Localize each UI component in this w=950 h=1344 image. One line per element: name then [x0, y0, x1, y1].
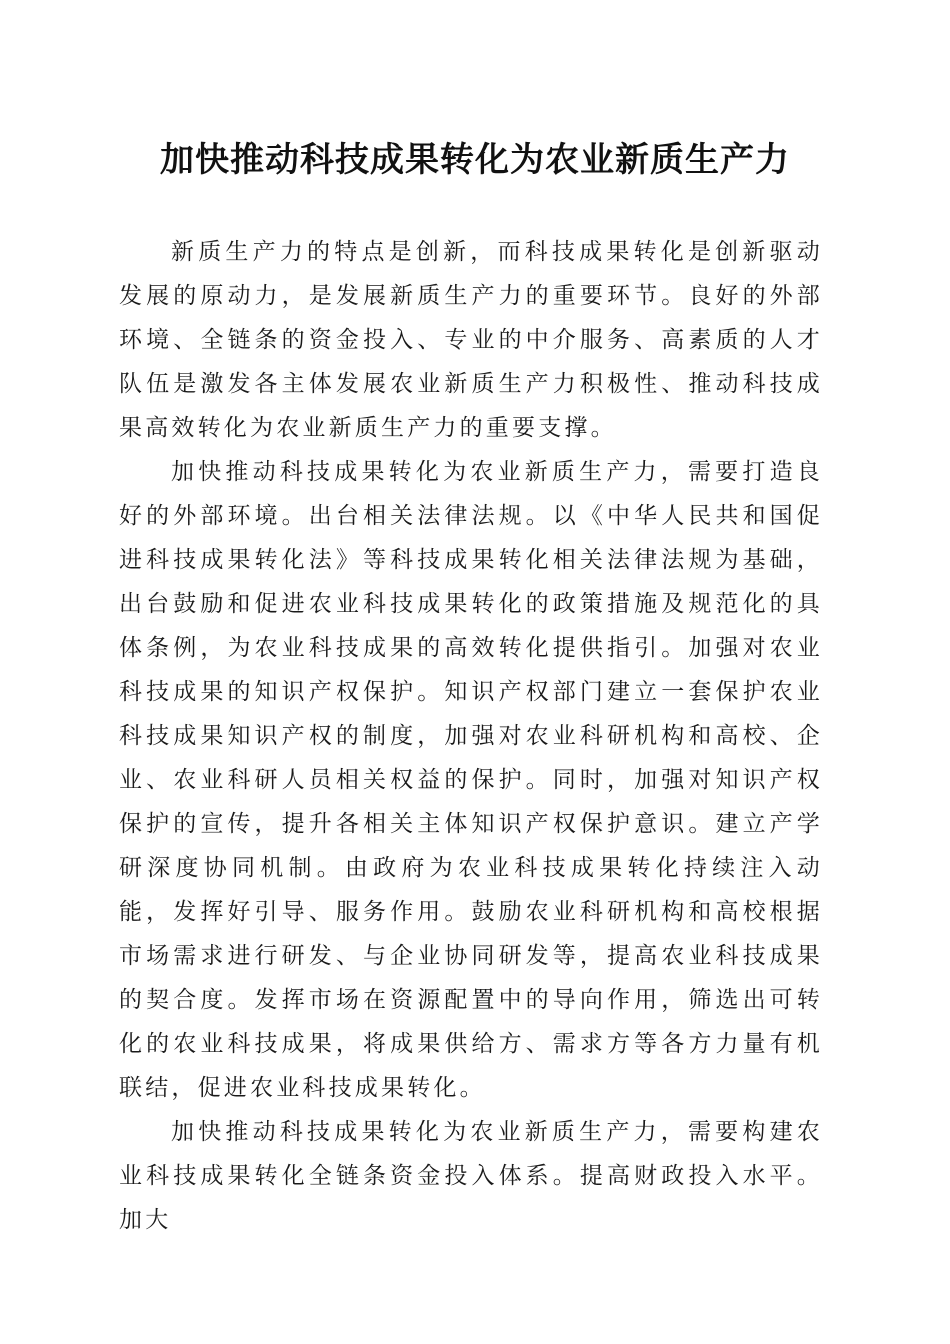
paragraph: 新质生产力的特点是创新，而科技成果转化是创新驱动发展的原动力，是发展新质生产力的重要环节。良好的外部环境、全链条的资金投入、专业的中介服务、高素质的人才队伍是激发各主体发展农业新质生产力积极性、推动科技成果高效转化为农业新质生产力的重要支撑。 — [119, 239, 823, 441]
document-title: 加快推动科技成果转化为农业新质生产力 — [160, 140, 790, 180]
paragraph: 加快推动科技成果转化为农业新质生产力，需要打造良好的外部环境。出台相关法律法规。以《中华人民共和国促进科技成果转化法》等科技成果转化相关法律法规为基础，出台鼓励和促进农业科技成果转化的政策措施及规范化的具体条例，为农业科技成果的高效转化提供指引。加强对农业科技成果的知识产权保护。知识产权部门建立一套保护农业科技成果知识产权的制度，加强对农业科研机构和高校、企业、农业科研人员相关权益的保护。同时，加强对知识产权保护的宣传，提升各相关主体知识产权保护意识。建立产学研深度协同机制。由政府为农业科技成果转化持续注入动能，发挥好引导、服务作用。鼓励农业科研机构和高校根据市场需求进行研发、与企业协同研发等，提高农业科技成果的契合度。发挥市场在资源配置中的导向作用，筛选出可转化的农业科技成果，将成果供给方、需求方等各方力量有机联结，促进农业科技成果转化。 — [119, 459, 823, 1101]
paragraph: 加快推动科技成果转化为农业新质生产力，需要构建农业科技成果转化全链条资金投入体系。提高财政投入水平。加大 — [119, 1119, 823, 1233]
document-body — [119, 230, 823, 1242]
